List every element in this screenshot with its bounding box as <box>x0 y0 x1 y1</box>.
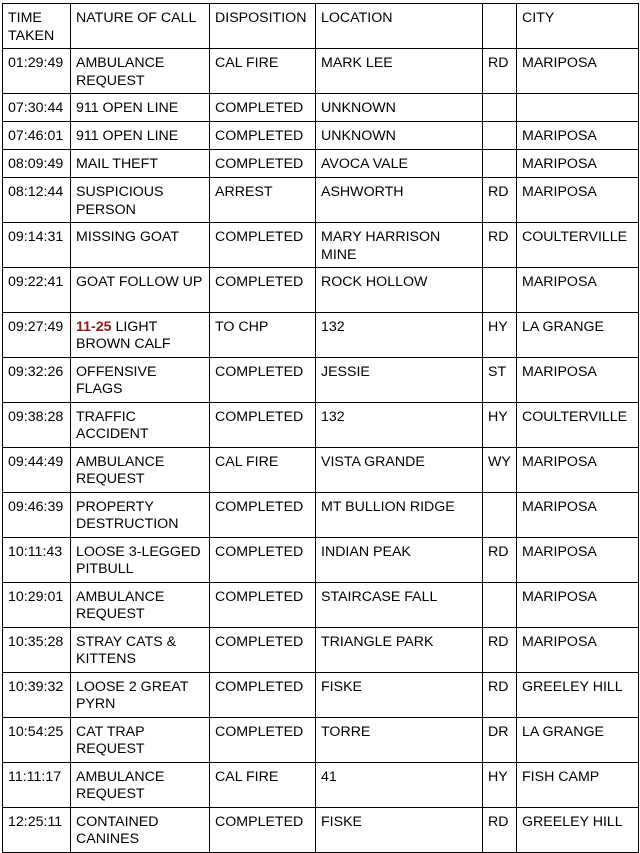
time-cell: 10:54:25 <box>3 717 71 762</box>
time-cell: 01:29:49 <box>3 49 71 94</box>
location-cell: 132 <box>316 402 483 447</box>
table-row <box>3 357 639 402</box>
header-row <box>3 4 639 49</box>
nature-cell: TRAFFIC ACCIDENT <box>71 402 210 447</box>
table-row <box>3 150 639 178</box>
nature-text: LIGHT BROWN CALF <box>76 318 171 353</box>
disposition-cell: CAL FIRE <box>210 447 316 492</box>
location-cell: ASHWORTH <box>316 178 483 223</box>
suffix-cell: RD <box>483 49 517 94</box>
city-cell: MARIPOSA <box>517 268 639 313</box>
time-cell: 10:35:28 <box>3 627 71 672</box>
disposition-cell: CAL FIRE <box>210 762 316 807</box>
table-row <box>3 717 639 762</box>
table-row <box>3 122 639 150</box>
location-cell: TRIANGLE PARK <box>316 627 483 672</box>
disposition-cell: COMPLETED <box>210 717 316 762</box>
location-cell: ROCK HOLLOW <box>316 268 483 313</box>
time-cell: 08:12:44 <box>3 178 71 223</box>
disposition-cell: ARREST <box>210 178 316 223</box>
disposition-cell: COMPLETED <box>210 268 316 313</box>
suffix-cell: RD <box>483 537 517 582</box>
time-cell: 09:14:31 <box>3 223 71 268</box>
table-row <box>3 268 639 313</box>
call-log-body <box>3 4 639 853</box>
suffix-cell: RD <box>483 223 517 268</box>
suffix-cell: RD <box>483 627 517 672</box>
location-cell: MT BULLION RIDGE <box>316 492 483 537</box>
nature-cell: LOOSE 3-LEGGED PITBULL <box>71 537 210 582</box>
nature-cell: 911 OPEN LINE <box>71 94 210 122</box>
location-cell: JESSIE <box>316 357 483 402</box>
suffix-cell: RD <box>483 807 517 852</box>
city-cell: COULTERVILLE <box>517 402 639 447</box>
suffix-cell: DR <box>483 717 517 762</box>
suffix-cell <box>483 582 517 627</box>
location-cell: STAIRCASE FALL <box>316 582 483 627</box>
location-cell: 132 <box>316 312 483 357</box>
location-cell: VISTA GRANDE <box>316 447 483 492</box>
disposition-cell: COMPLETED <box>210 807 316 852</box>
suffix-cell: RD <box>483 178 517 223</box>
disposition-cell: COMPLETED <box>210 492 316 537</box>
nature-cell <box>71 312 210 357</box>
time-cell: 09:38:28 <box>3 402 71 447</box>
table-row <box>3 537 639 582</box>
header-time: TIME TAKEN <box>3 4 71 49</box>
suffix-cell: HY <box>483 312 517 357</box>
disposition-cell: CAL FIRE <box>210 49 316 94</box>
location-cell: MARK LEE <box>316 49 483 94</box>
city-cell <box>517 94 639 122</box>
time-cell: 10:11:43 <box>3 537 71 582</box>
nature-cell: AMBULANCE REQUEST <box>71 447 210 492</box>
location-cell: INDIAN PEAK <box>316 537 483 582</box>
header-nature: NATURE OF CALL <box>71 4 210 49</box>
nature-cell: CAT TRAP REQUEST <box>71 717 210 762</box>
city-cell: FISH CAMP <box>517 762 639 807</box>
city-cell: LA GRANGE <box>517 717 639 762</box>
time-cell: 07:30:44 <box>3 94 71 122</box>
city-cell: MARIPOSA <box>517 122 639 150</box>
suffix-cell <box>483 94 517 122</box>
disposition-cell: COMPLETED <box>210 582 316 627</box>
disposition-cell: COMPLETED <box>210 627 316 672</box>
disposition-cell: COMPLETED <box>210 357 316 402</box>
location-cell: UNKNOWN <box>316 94 483 122</box>
nature-cell: MISSING GOAT <box>71 223 210 268</box>
disposition-cell: COMPLETED <box>210 537 316 582</box>
time-cell: 09:44:49 <box>3 447 71 492</box>
city-cell: MARIPOSA <box>517 49 639 94</box>
nature-cell: AMBULANCE REQUEST <box>71 762 210 807</box>
time-cell: 09:46:39 <box>3 492 71 537</box>
suffix-cell <box>483 268 517 313</box>
table-row <box>3 627 639 672</box>
nature-cell: CONTAINED CANINES <box>71 807 210 852</box>
header-city: CITY <box>517 4 639 49</box>
city-cell: LA GRANGE <box>517 312 639 357</box>
time-cell: 09:22:41 <box>3 268 71 313</box>
time-cell: 10:39:32 <box>3 672 71 717</box>
nature-cell: OFFENSIVE FLAGS <box>71 357 210 402</box>
nature-cell: AMBULANCE REQUEST <box>71 582 210 627</box>
time-cell: 10:29:01 <box>3 582 71 627</box>
suffix-cell <box>483 122 517 150</box>
location-cell: MARY HARRISON MINE <box>316 223 483 268</box>
table-row <box>3 492 639 537</box>
suffix-cell: ST <box>483 357 517 402</box>
table-row <box>3 178 639 223</box>
nature-cell: LOOSE 2 GREAT PYRN <box>71 672 210 717</box>
city-cell: MARIPOSA <box>517 627 639 672</box>
nature-cell: 911 OPEN LINE <box>71 122 210 150</box>
table-row <box>3 447 639 492</box>
city-cell: MARIPOSA <box>517 357 639 402</box>
table-row <box>3 582 639 627</box>
location-cell: UNKNOWN <box>316 122 483 150</box>
disposition-cell: TO CHP <box>210 312 316 357</box>
nature-cell: MAIL THEFT <box>71 150 210 178</box>
call-log-table <box>2 3 639 853</box>
suffix-cell: HY <box>483 762 517 807</box>
table-row <box>3 49 639 94</box>
call-code: 11-25 <box>76 318 112 335</box>
suffix-cell: RD <box>483 672 517 717</box>
time-cell: 07:46:01 <box>3 122 71 150</box>
location-cell: FISKE <box>316 807 483 852</box>
disposition-cell: COMPLETED <box>210 223 316 268</box>
suffix-cell <box>483 150 517 178</box>
table-row <box>3 312 639 357</box>
city-cell: GREELEY HILL <box>517 672 639 717</box>
time-cell: 12:25:11 <box>3 807 71 852</box>
disposition-cell: COMPLETED <box>210 672 316 717</box>
city-cell: GREELEY HILL <box>517 807 639 852</box>
location-cell: FISKE <box>316 672 483 717</box>
nature-cell: GOAT FOLLOW UP <box>71 268 210 313</box>
disposition-cell: COMPLETED <box>210 94 316 122</box>
disposition-cell: COMPLETED <box>210 402 316 447</box>
nature-cell: STRAY CATS & KITTENS <box>71 627 210 672</box>
city-cell: MARIPOSA <box>517 537 639 582</box>
nature-cell: AMBULANCE REQUEST <box>71 49 210 94</box>
city-cell: MARIPOSA <box>517 447 639 492</box>
table-row <box>3 762 639 807</box>
table-row <box>3 402 639 447</box>
city-cell: MARIPOSA <box>517 582 639 627</box>
nature-cell: SUSPICIOUS PERSON <box>71 178 210 223</box>
city-cell: MARIPOSA <box>517 150 639 178</box>
time-cell: 08:09:49 <box>3 150 71 178</box>
city-cell: MARIPOSA <box>517 178 639 223</box>
table-row <box>3 807 639 852</box>
suffix-cell: HY <box>483 402 517 447</box>
time-cell: 09:27:49 <box>3 312 71 357</box>
table-row <box>3 223 639 268</box>
location-cell: TORRE <box>316 717 483 762</box>
location-cell: AVOCA VALE <box>316 150 483 178</box>
disposition-cell: COMPLETED <box>210 150 316 178</box>
time-cell: 09:32:26 <box>3 357 71 402</box>
city-cell: MARIPOSA <box>517 492 639 537</box>
suffix-cell: WY <box>483 447 517 492</box>
disposition-cell: COMPLETED <box>210 122 316 150</box>
time-cell: 11:11:17 <box>3 762 71 807</box>
suffix-cell <box>483 492 517 537</box>
header-suffix <box>483 4 517 49</box>
city-cell: COULTERVILLE <box>517 223 639 268</box>
header-location: LOCATION <box>316 4 483 49</box>
table-row <box>3 94 639 122</box>
location-cell: 41 <box>316 762 483 807</box>
table-row <box>3 672 639 717</box>
nature-cell: PROPERTY DESTRUCTION <box>71 492 210 537</box>
header-disposition: DISPOSITION <box>210 4 316 49</box>
